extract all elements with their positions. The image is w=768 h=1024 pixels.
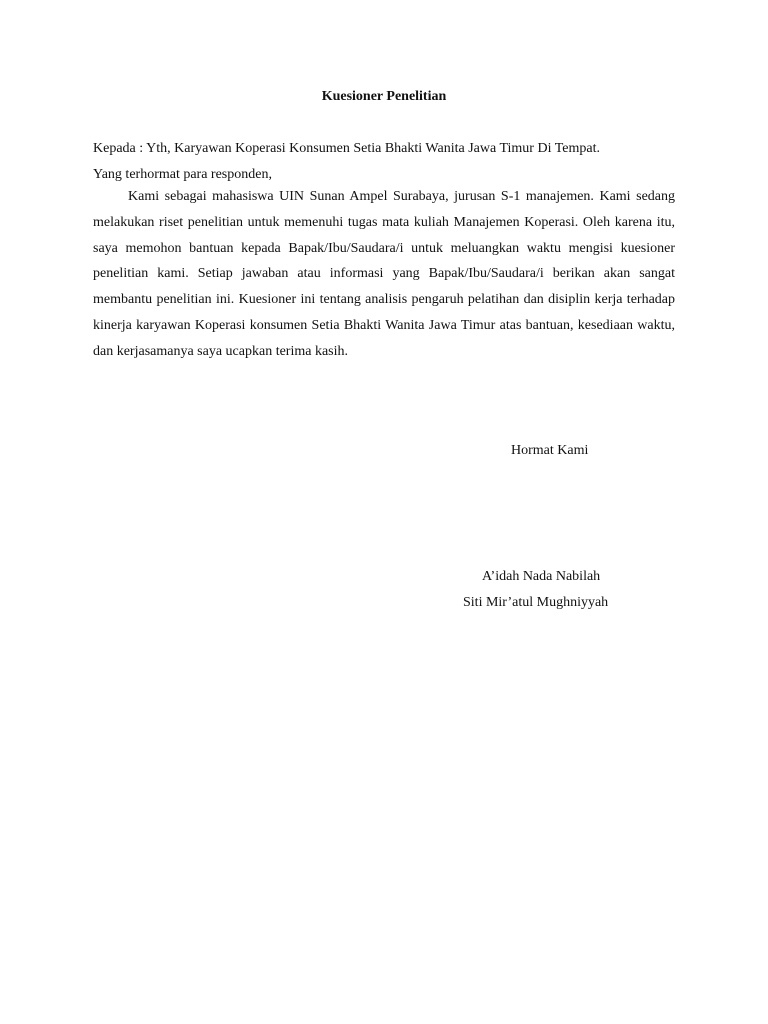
signatory-name-1: A’idah Nada Nabilah (482, 569, 601, 584)
body-paragraph: Kami sebagai mahasiswa UIN Sunan Ampel Surabaya, jurusan S-1 manajemen. Kami sedang melakukan riset penelitian untuk memenuhi tugas mata kuliah Manajemen Koperasi. Oleh karena itu, saya memohon bantuan kepada Bapak/Ibu/Saudara/i untuk meluangkan waktu mengisi kuesioner penelitian kami. Setiap jawaban atau informasi yang Bapak/Ibu/Saudara/i berikan akan sangat membantu penelitian ini. Kuesioner ini tentang analisis pengaruh pelatihan dan disiplin kerja terhadap kinerja karyawan Koperasi konsumen Setia Bhakti Wanita Jawa Timur atas bantuan, kesediaan waktu, dan kerjasamanya saya ucapkan terima kasih. (93, 189, 675, 359)
closing-text: Hormat Kami (511, 443, 589, 458)
signatory-name-2: Siti Mir’atul Mughniyyah (463, 595, 609, 610)
document-title: Kuesioner Penelitian (321, 89, 447, 104)
greeting-line: Yang terhormat para responden, (93, 167, 272, 182)
addressee-line: Kepada : Yth, Karyawan Koperasi Konsumen Setia Bhakti Wanita Jawa Timur Di Tempat. (93, 141, 600, 156)
